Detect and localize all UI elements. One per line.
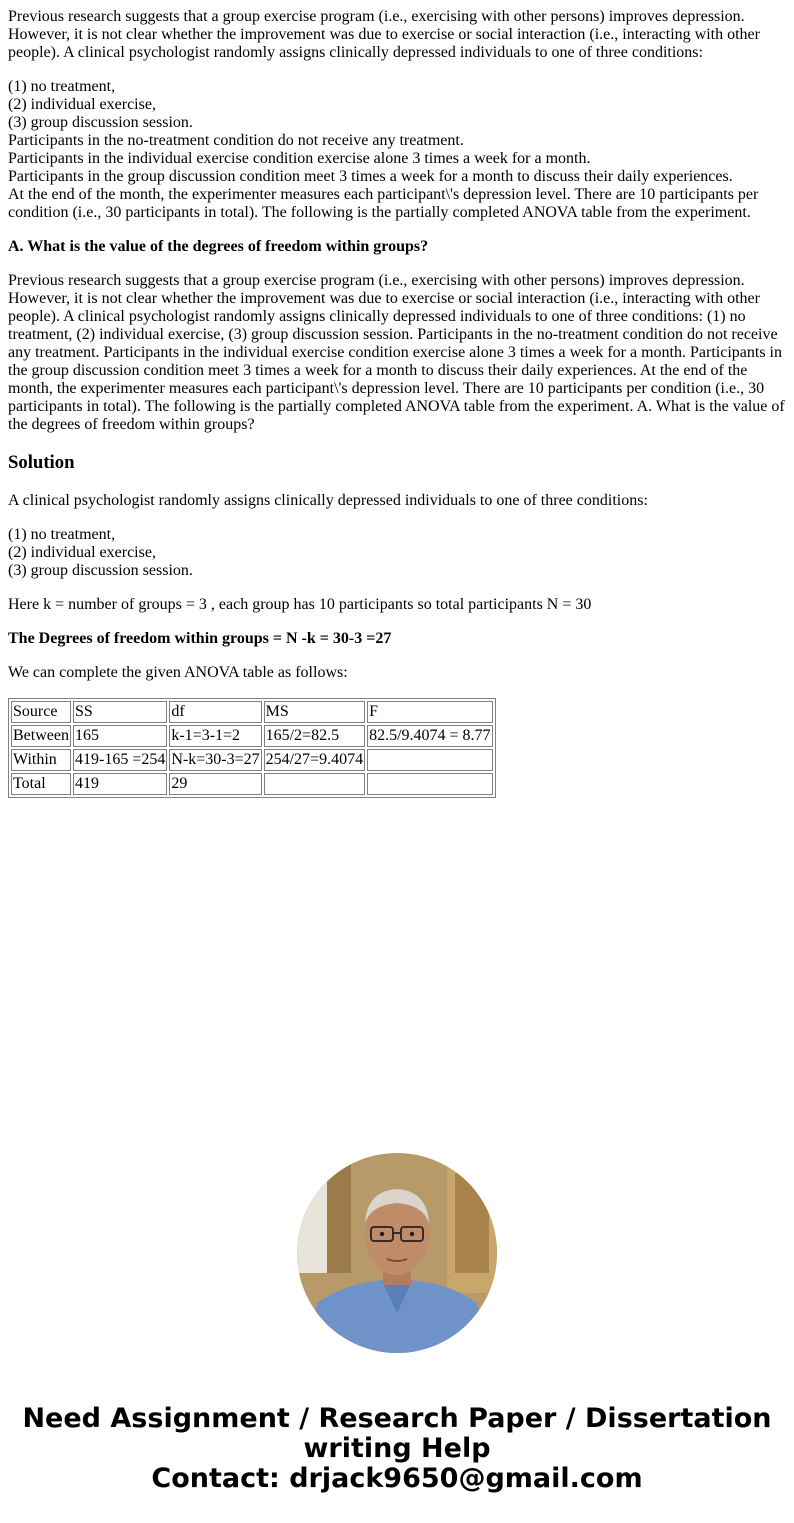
table-cell: Total <box>11 773 71 795</box>
answer-line: The Degrees of freedom within groups = N -k = 30-3 =27 <box>8 630 392 647</box>
table-cell: df <box>169 701 261 723</box>
table-row-header <box>11 701 493 723</box>
table-cell: MS <box>264 701 365 723</box>
table-cell: F <box>367 701 492 723</box>
table-cell: Between <box>11 725 71 747</box>
solution-conditions-block <box>8 526 786 580</box>
solution-intro: A clinical psychologist randomly assigns clinically depressed individuals to one of three conditions: <box>8 492 648 509</box>
table-intro: We can complete the given ANOVA table as follows: <box>8 664 348 681</box>
table-cell: N-k=30-3=27 <box>169 749 261 771</box>
groups-line: Here k = number of groups = 3 , each group has 10 participants so total participants N = 30 <box>8 596 592 613</box>
table-cell: SS <box>73 701 167 723</box>
condition-1: (1) no treatment, <box>8 78 116 95</box>
table-cell: 82.5/9.4074 = 8.77 <box>367 725 492 747</box>
table-cell <box>367 749 492 771</box>
solution-condition-2: (2) individual exercise, <box>8 544 156 561</box>
footer-line-2: writing Help <box>303 1433 491 1464</box>
footer-line-1: Need Assignment / Research Paper / Dissertation <box>22 1403 772 1434</box>
detail-individual-exercise: Participants in the individual exercise condition exercise alone 3 times a week for a month. <box>8 150 591 167</box>
author-portrait <box>297 1153 497 1353</box>
table-cell: 254/27=9.4074 <box>264 749 365 771</box>
condition-2: (2) individual exercise, <box>8 96 156 113</box>
table-row-between <box>11 725 493 747</box>
solution-heading: Solution <box>8 452 75 473</box>
document-body <box>8 8 786 798</box>
question-intro <box>8 8 786 62</box>
solution-condition-3: (3) group discussion session. <box>8 562 193 579</box>
table-cell: k-1=3-1=2 <box>169 725 261 747</box>
footer-banner <box>0 1404 794 1494</box>
footer-contact[interactable]: Contact: drjack9650@gmail.com <box>151 1463 643 1494</box>
question-intro-text: Previous research suggests that a group exercise program (i.e., exercising with other persons) improves depression. However, it is not clear whether the improvement was due to exercise or social interaction (i.e., interacting with other people). A clinical psychologist randomly assigns clinically depressed individuals to one of three conditions: <box>8 8 760 61</box>
solution-condition-1: (1) no treatment, <box>8 526 116 543</box>
anova-table <box>8 698 496 798</box>
table-cell: Within <box>11 749 71 771</box>
table-cell: 419 <box>73 773 167 795</box>
table-cell: 29 <box>169 773 261 795</box>
detail-group-discussion: Participants in the group discussion condition meet 3 times a week for a month to discuss their daily experiences. <box>8 168 733 185</box>
table-cell: 165/2=82.5 <box>264 725 365 747</box>
question-conditions-block <box>8 78 786 222</box>
table-row-total <box>11 773 493 795</box>
table-cell: 419-165 =254 <box>73 749 167 771</box>
question-heading: A. What is the value of the degrees of freedom within groups? <box>8 238 429 255</box>
table-cell <box>264 773 365 795</box>
condition-3: (3) group discussion session. <box>8 114 193 131</box>
question-repeat: Previous research suggests that a group exercise program (i.e., exercising with other persons) improves depression. However, it is not clear whether the improvement was due to exercise or social interaction (i.e., interacting with other people). A clinical psychologist randomly assigns clinically depressed individuals to one of three conditions: (1) no treatment, (2) individual exercise, (3) group discussion session. Participants in the no-treatment condition do not receive any treatment. Participants in the individual exercise condition exercise alone 3 times a week for a month. Participants in the group discussion condition meet 3 times a week for a month to discuss their daily experiences. At the end of the month, the experimenter measures each participant\'s depression level. There are 10 participants per condition (i.e., 30 participants in total). The following is the partially completed ANOVA table from the experiment. A. What is the value of the degrees of freedom within groups? <box>8 272 785 433</box>
table-cell: 165 <box>73 725 167 747</box>
detail-measurement: At the end of the month, the experimenter measures each participant\'s depression level. There are 10 participants per condition (i.e., 30 participants in total). The following is the partially completed ANOVA table from the experiment. <box>8 186 759 221</box>
table-cell <box>367 773 492 795</box>
author-avatar <box>297 1153 497 1353</box>
detail-no-treatment: Participants in the no-treatment condition do not receive any treatment. <box>8 132 464 149</box>
table-row-within <box>11 749 493 771</box>
table-cell: Source <box>11 701 71 723</box>
